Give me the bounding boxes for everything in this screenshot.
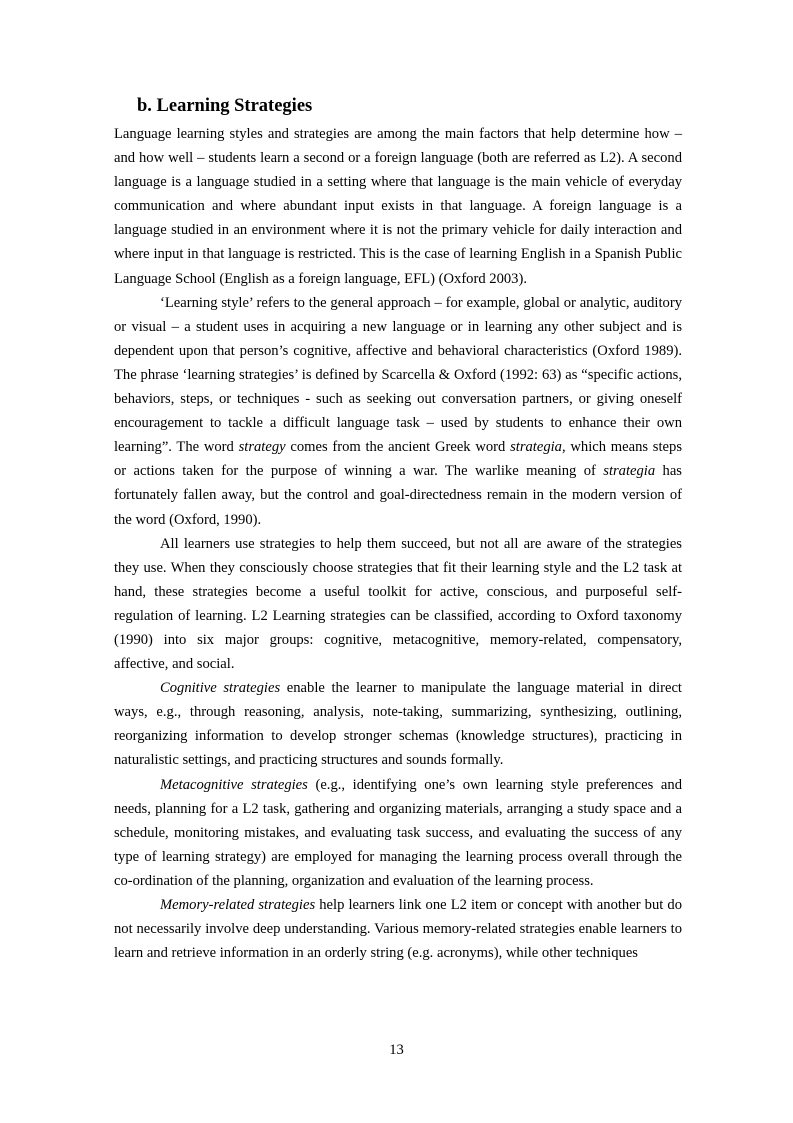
paragraph-metacognitive-strategies (114, 773, 682, 893)
text-run: has fortunately fallen away, but the control and goal-directedness remain in the modern version of the word (Oxford, 1990). (114, 463, 682, 528)
italic-term-memory-related: Memory-related strategies (160, 897, 316, 913)
text-run: help learners link one L2 item or concept with another but do not necessarily involve deep understanding. Various memory-related strategies enable learners to learn and retrieve information in an orderly string (e.g. acronyms), while other techniques (114, 897, 683, 962)
paragraph-learning-style (114, 291, 682, 532)
italic-term-cognitive: Cognitive strategies (160, 680, 281, 697)
text-run: (e.g., identifying one’s own learning style preferences and needs, planning for a L2 task, gathering and organizing materials, arranging a study space and a schedule, monitoring mistakes, and evaluating task success, and evaluating the success of any type of learning strategy) are employed for managing the learning process overall through the co-ordination of the planning, organization and evaluation of the learning process. (114, 776, 682, 889)
italic-term-strategia: strategia (603, 463, 656, 480)
text-run: comes from the ancient Greek word (285, 439, 511, 456)
paragraph-cognitive-strategies (114, 676, 682, 772)
paragraph-memory-strategies (114, 893, 682, 965)
italic-term-metacognitive: Metacognitive strategies (160, 776, 308, 793)
section-heading: b. Learning Strategies (137, 96, 313, 116)
text-run: enable the learner to manipulate the language material in direct ways, e.g., through reasoning, analysis, note-taking, summarizing, synthesizing, outlining, reorganizing information to develop stronger schemas (knowledge structures), practicing in naturalistic settings, and practicing structures and sounds formally. (114, 680, 682, 769)
paragraph-intro: Language learning styles and strategies are among the main factors that help determine how – and how well – students learn a second or a foreign language (both are referred as L2). A second language is a language studied in a setting where that language is the main vehicle of everyday communication and where abundant input exists in that language. A foreign language is a language studied in an environment where it is not the primary vehicle for daily interaction and where input in that language is restricted. This is the case of learning English in a Spanish Public Language School (English as a foreign language, EFL) (Oxford 2003). (114, 126, 682, 287)
italic-term-strategy: strategy (238, 439, 286, 456)
text-run: ‘Learning style’ refers to the general approach – for example, global or analytic, auditory or visual – a student uses in acquiring a new language or in learning any other subject and is dependent upon that person’s cognitive, affective and behavioral characteristics (Oxford 1989). The phrase ‘learning strategies’ is defined by Scarcella & Oxford (1992: 63) as “specific actions, behaviors, steps, or techniques - such as seeking out conversation partners, or giving oneself encouragement to tackle a difficult language task – used by students to enhance their own learning”. The word (114, 294, 682, 456)
paragraph-strategy-groups: All learners use strategies to help them succeed, but not all are aware of the strategies they use. When they consciously choose strategies that fit their learning style and the L2 task at hand, these strategies become a useful toolkit for active, conscious, and purposeful self-regulation of learning. L2 Learning strategies can be classified, according to Oxford taxonomy (1990) into six major groups: cognitive, metacognitive, memory-related, compensatory, affective, and social. (114, 535, 682, 673)
page-number: 13 (389, 1042, 404, 1058)
text-run: , which means steps or actions taken for the purpose of winning a war. The warlike meaning of (114, 439, 682, 480)
body-text (114, 122, 682, 965)
italic-term-strategia: strategia (510, 439, 562, 456)
